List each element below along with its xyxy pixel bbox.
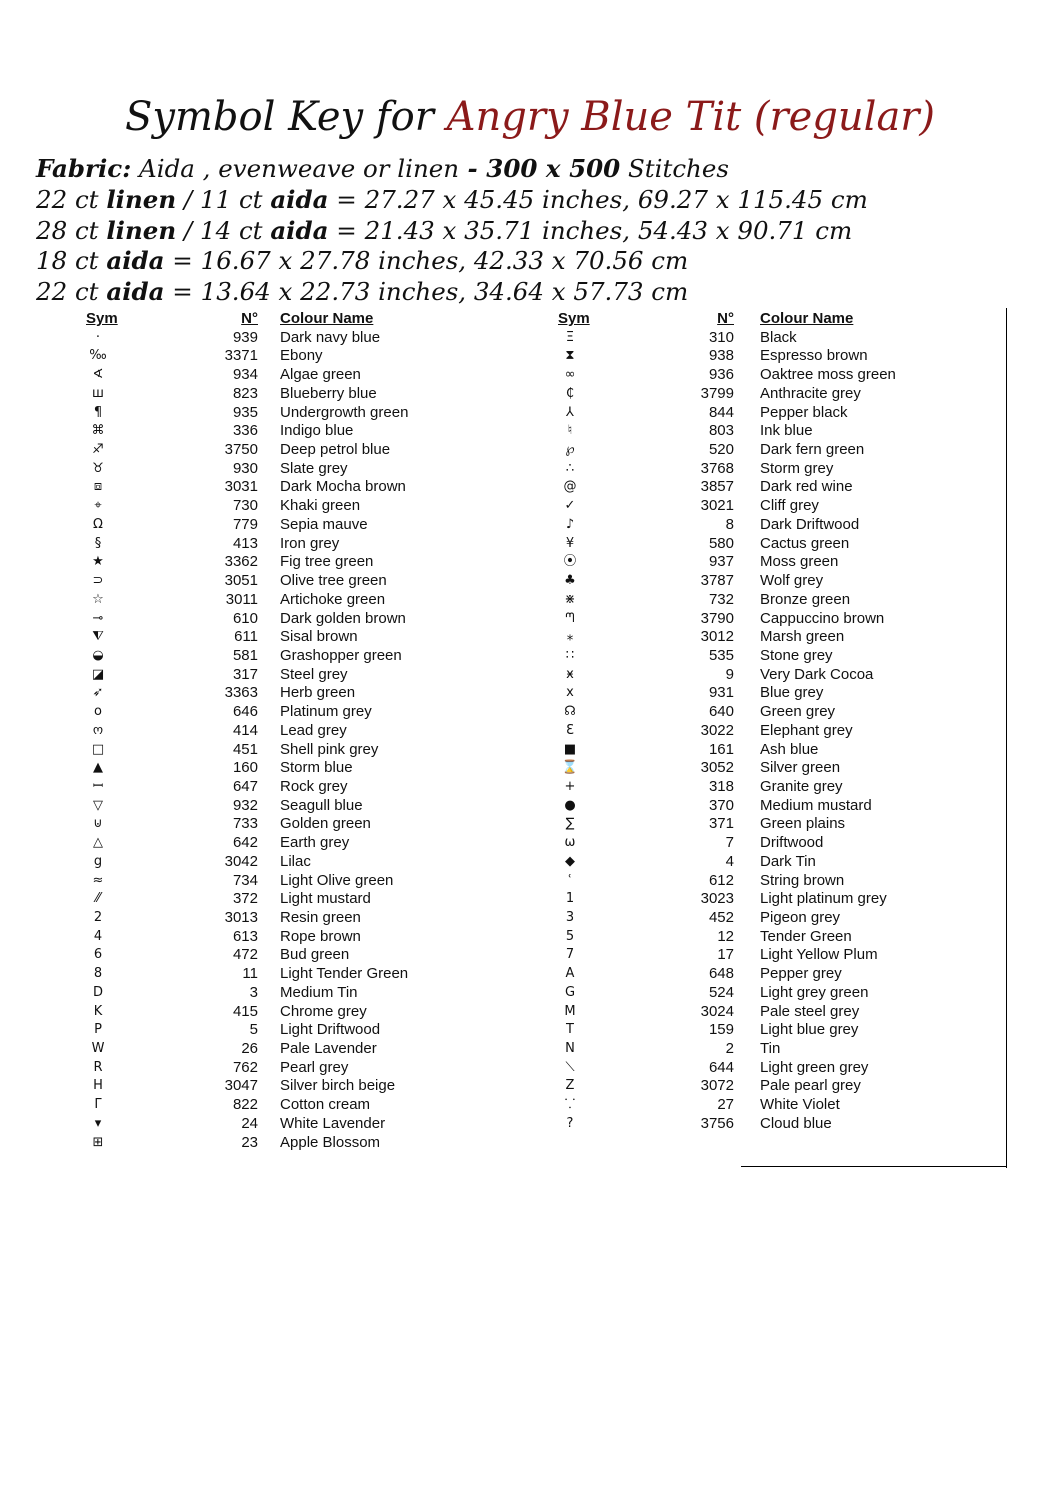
thread-number: 937 <box>708 553 734 571</box>
thread-number: 3023 <box>700 890 734 908</box>
stitch-symbol: ◒ <box>92 647 104 663</box>
stitch-symbol: ¥ <box>565 535 575 551</box>
colour-name: Grashopper green <box>280 646 402 664</box>
pattern-name: Angry Blue Tit (regular) <box>446 94 936 140</box>
colour-name: Sepia mauve <box>280 515 368 533</box>
thread-number: 3371 <box>224 347 258 365</box>
thread-number: 934 <box>232 366 258 384</box>
thread-number: 3031 <box>224 478 258 496</box>
thread-number: 3768 <box>700 459 734 477</box>
colour-name: Cloud blue <box>760 1114 832 1132</box>
size-line: 18 ct aida = 16.67 x 27.78 inches, 42.33 x 70.56 cm <box>36 246 689 276</box>
stitch-symbol: ∑ <box>565 816 575 832</box>
header-colour-name: Colour Name <box>280 310 374 327</box>
stitch-symbol: § <box>94 535 102 551</box>
stitch-symbol: ‰ <box>89 348 107 364</box>
stitch-symbol: ☆ <box>92 591 104 607</box>
stitch-symbol: ★ <box>92 554 104 570</box>
thread-number: 17 <box>717 946 734 964</box>
thread-number: 370 <box>708 796 734 814</box>
thread-number: 472 <box>232 946 258 964</box>
size-line: 28 ct linen / 14 ct aida = 21.43 x 35.71 inches, 54.43 x 90.71 cm <box>36 215 853 245</box>
stitch-symbol: ო <box>92 722 104 738</box>
thread-number: 310 <box>708 328 734 346</box>
stitch-symbol: Z <box>565 1078 575 1094</box>
colour-name: String brown <box>760 871 845 889</box>
fabric-info <box>36 154 868 308</box>
stitch-symbol: ⁄⁄ <box>95 891 101 907</box>
fabric-size: 300 x 500 <box>486 154 621 183</box>
colour-name: Golden green <box>280 815 371 833</box>
colour-name: Dark golden brown <box>280 609 406 627</box>
stitch-symbol: ▽ <box>93 797 103 813</box>
colour-name: Artichoke green <box>280 590 386 608</box>
stitch-symbol: W <box>91 1041 105 1057</box>
thread-number: 336 <box>232 422 258 440</box>
stitch-symbol: ♉ <box>92 460 104 476</box>
stitch-symbol: ⊃ <box>92 573 104 589</box>
colour-name: Granite grey <box>760 777 843 795</box>
thread-number: 3024 <box>700 1002 734 1020</box>
thread-number: 936 <box>708 366 734 384</box>
thread-number: 844 <box>708 403 734 421</box>
thread-number: 520 <box>708 441 734 459</box>
thread-number: 939 <box>232 328 258 346</box>
thread-number: 648 <box>708 965 734 983</box>
stitch-symbol: Ɛ <box>566 722 574 738</box>
header-sym: Sym <box>558 310 590 327</box>
stitch-symbol: 4 <box>93 928 103 944</box>
colour-name: Lilac <box>280 852 311 870</box>
thread-number: 3857 <box>700 478 734 496</box>
stitch-symbol: ӿ <box>566 666 574 682</box>
thread-number: 733 <box>232 815 258 833</box>
stitch-symbol: ▾ <box>94 1115 102 1131</box>
stitch-symbol: 6 <box>93 947 103 963</box>
stitch-symbol: T <box>566 1022 574 1038</box>
colour-name: Elephant grey <box>760 721 853 739</box>
thread-number: 3012 <box>700 628 734 646</box>
thread-number: 9 <box>725 665 734 683</box>
stitch-symbol: 8 <box>93 966 103 982</box>
colour-name: Herb green <box>280 684 356 702</box>
thread-number: 932 <box>232 796 258 814</box>
colour-name: White Lavender <box>280 1114 386 1132</box>
thread-number: 415 <box>232 1002 258 1020</box>
stitch-symbol: R <box>93 1059 103 1075</box>
header-number: N° <box>717 310 734 327</box>
thread-number: 823 <box>232 384 258 402</box>
thread-number: 535 <box>708 646 734 664</box>
thread-number: 317 <box>232 665 258 683</box>
colour-name: Dark navy blue <box>280 328 381 346</box>
thread-number: 12 <box>717 927 734 945</box>
stitch-symbol: ▲ <box>93 760 103 776</box>
stitch-symbol: ✓ <box>564 498 576 514</box>
colour-name: Indigo blue <box>280 422 354 440</box>
thread-number: 644 <box>708 1058 734 1076</box>
stitch-symbol: ⧨ <box>92 629 104 645</box>
colour-name: Pigeon grey <box>760 909 841 926</box>
stitch-symbol: ♣ <box>564 573 576 589</box>
stitch-symbol: ■ <box>563 741 577 757</box>
stitch-symbol: ʿ <box>568 872 572 888</box>
colour-name: Blue grey <box>760 684 824 702</box>
colour-name: Light green grey <box>760 1058 869 1076</box>
colour-name: Rock grey <box>280 777 348 795</box>
thread-number: 3 <box>249 983 258 1001</box>
stitch-symbol: M <box>564 1003 576 1019</box>
thread-number: 3363 <box>224 684 258 702</box>
colour-name: Khaki green <box>280 497 361 515</box>
colour-name: Wolf grey <box>760 572 824 590</box>
stitch-symbol: H <box>93 1078 103 1094</box>
thread-number: 647 <box>232 777 258 795</box>
colour-name: Pale steel grey <box>760 1002 860 1020</box>
colour-name: Marsh green <box>760 628 845 646</box>
thread-number: 613 <box>232 927 258 945</box>
colour-name: Seagull blue <box>280 796 363 814</box>
stitch-symbol: ω <box>564 835 576 851</box>
colour-name: Bud green <box>280 946 350 964</box>
thread-number: 3047 <box>224 1077 258 1095</box>
thread-number: 451 <box>232 740 258 758</box>
thread-number: 930 <box>232 459 258 477</box>
thread-number: 414 <box>232 721 258 739</box>
thread-number: 27 <box>717 1096 734 1114</box>
stitch-symbol: ⊸ <box>92 610 104 626</box>
thread-number: 8 <box>725 515 734 533</box>
colour-name: Light Yellow Plum <box>760 946 878 964</box>
stitch-symbol: ¶ <box>93 404 103 420</box>
stitch-symbol: ♐ <box>92 442 104 458</box>
colour-name: Steel grey <box>280 665 348 683</box>
size-line: 22 ct linen / 11 ct aida = 27.27 x 45.45 inches, 69.27 x 115.45 cm <box>36 184 868 214</box>
thread-number: 4 <box>725 852 734 870</box>
thread-number: 3799 <box>700 384 734 402</box>
thread-number: 640 <box>708 703 734 721</box>
thread-number: 931 <box>708 684 734 702</box>
colour-name: Ink blue <box>760 422 813 440</box>
thread-number: 3052 <box>700 759 734 777</box>
stitch-symbol: 5 <box>565 928 575 944</box>
thread-number: 2 <box>725 1040 734 1058</box>
colour-name: Medium mustard <box>760 796 872 814</box>
stitch-symbol: + <box>564 778 576 794</box>
colour-name: Tender Green <box>760 927 852 945</box>
colour-name: Driftwood <box>760 834 824 852</box>
thread-number: 646 <box>232 703 258 721</box>
thread-number: 822 <box>232 1096 258 1114</box>
stitch-symbol: K <box>93 1003 103 1019</box>
stitch-symbol: ⋇ <box>564 591 576 607</box>
colour-name: Fig tree green <box>280 553 374 571</box>
thread-number: 581 <box>232 646 258 664</box>
header-colour-name: Colour Name <box>760 310 854 327</box>
thread-number: 26 <box>241 1040 258 1058</box>
thread-number: 413 <box>232 534 258 552</box>
colour-name: Green plains <box>760 815 846 833</box>
thread-number: 372 <box>232 890 258 908</box>
colour-name: Anthracite grey <box>760 384 861 402</box>
stitch-symbol: ⦿ <box>563 554 577 570</box>
colour-name: Iron grey <box>280 534 340 552</box>
header-number: N° <box>241 310 258 327</box>
stitch-symbol: ⅄ <box>566 404 574 420</box>
thread-number: 580 <box>708 534 734 552</box>
colour-name: Light grey green <box>760 983 869 1001</box>
colour-name: Apple Blossom <box>280 1133 381 1151</box>
colour-name: Dark Tin <box>760 852 816 870</box>
thread-number: 3756 <box>700 1114 734 1132</box>
colour-name: Bronze green <box>760 590 851 608</box>
stitch-symbol: ≈ <box>92 872 104 888</box>
colour-name: Silver birch beige <box>280 1077 396 1095</box>
colour-name: Chrome grey <box>280 1002 367 1020</box>
colour-name: Light mustard <box>280 890 371 908</box>
thread-number: 318 <box>708 777 734 795</box>
colour-name: Olive tree green <box>280 572 387 590</box>
colour-name: Oaktree moss green <box>760 366 896 384</box>
thread-number: 612 <box>708 871 734 889</box>
title-prefix: Symbol Key for <box>124 94 434 140</box>
stitch-symbol: N <box>565 1041 575 1057</box>
colour-name: Dark fern green <box>760 441 865 459</box>
thread-number: 803 <box>708 422 734 440</box>
colour-name: Espresso brown <box>760 347 868 365</box>
colour-name: Slate grey <box>280 459 348 477</box>
stitch-symbol: · <box>95 329 101 345</box>
colour-name: Cliff grey <box>760 497 819 515</box>
thread-number: 3051 <box>224 572 258 590</box>
thread-number: 642 <box>232 834 258 852</box>
colour-name: Pepper grey <box>760 965 842 983</box>
stitch-symbol: ☊ <box>564 704 576 720</box>
thread-number: 3013 <box>224 909 258 926</box>
thread-number: 611 <box>234 628 258 646</box>
stitch-symbol: ∢ <box>92 367 104 383</box>
colour-name: Light Olive green <box>280 871 394 889</box>
thread-number: 938 <box>708 347 734 365</box>
stitch-symbol: ◪ <box>91 666 105 682</box>
colour-name: Rope brown <box>280 927 361 945</box>
colour-name: Ebony <box>280 347 323 365</box>
colour-name: Storm grey <box>760 459 834 477</box>
colour-name: Storm blue <box>280 759 353 777</box>
stitch-symbol: ⌖ <box>94 498 102 514</box>
colour-name: Pale Lavender <box>280 1040 377 1058</box>
thread-number: 7 <box>725 834 734 852</box>
colour-name: Very Dark Cocoa <box>760 665 874 683</box>
colour-name: Dark Driftwood <box>760 515 860 533</box>
colour-name: Platinum grey <box>280 703 372 721</box>
colour-name: Light Tender Green <box>280 965 409 983</box>
thread-number: 3022 <box>700 721 734 739</box>
colour-name: Blueberry blue <box>280 384 377 402</box>
thread-number: 734 <box>232 871 258 889</box>
colour-name: Black <box>760 328 797 346</box>
colour-name: Ash blue <box>760 740 819 758</box>
header-sym: Sym <box>86 310 118 327</box>
stitch-symbol: Ξ <box>565 329 575 345</box>
colour-name: Stone grey <box>760 646 833 664</box>
thread-number: 3362 <box>224 553 258 571</box>
stitch-symbol: □ <box>91 741 105 757</box>
stitch-symbol: ⊍ <box>93 816 103 832</box>
stitch-symbol: o <box>94 704 102 720</box>
thread-number: 3042 <box>224 852 258 870</box>
colour-name: Tin <box>760 1040 781 1058</box>
thread-number: 5 <box>249 1021 258 1039</box>
stitch-symbol: @ <box>563 479 577 495</box>
colour-name: Algae green <box>280 366 361 384</box>
stitch-symbol: ⌛ <box>561 760 579 776</box>
colour-name: Pale pearl grey <box>760 1077 861 1095</box>
thread-number: 3011 <box>225 590 258 608</box>
colour-name: Resin green <box>280 909 361 926</box>
thread-number: 11 <box>242 965 258 983</box>
stitch-symbol: ш <box>92 385 104 401</box>
thread-number: 732 <box>708 590 734 608</box>
thread-number: 730 <box>232 497 258 515</box>
colour-name: Cappuccino brown <box>760 609 885 627</box>
colour-name: Shell pink grey <box>280 740 379 758</box>
thread-number: 3750 <box>224 441 258 459</box>
fabric-sep: - <box>459 154 487 183</box>
thread-number: 779 <box>232 515 258 533</box>
stitch-symbol: x <box>566 685 574 701</box>
stitch-symbol: △ <box>93 835 103 851</box>
colour-name: Moss green <box>760 553 839 571</box>
stitch-symbol: 3 <box>565 910 575 925</box>
thread-number: 3790 <box>700 609 734 627</box>
colour-name: Dark red wine <box>760 478 853 496</box>
thread-number: 3021 <box>700 497 734 515</box>
thread-number: 762 <box>232 1058 258 1076</box>
colour-name: Deep petrol blue <box>280 441 391 459</box>
stitch-symbol: ℘ <box>565 442 575 458</box>
stitch-symbol: G <box>564 984 576 1000</box>
stitch-symbol: Ω <box>93 516 103 532</box>
stitch-symbol: ⟍ <box>565 1059 575 1075</box>
colour-name: White Violet <box>760 1096 840 1114</box>
colour-name: Earth grey <box>280 834 350 852</box>
stitch-symbol: ₵ <box>565 385 575 401</box>
colour-name: Lead grey <box>280 721 347 739</box>
stitch-symbol: P <box>94 1022 102 1038</box>
fabric-label: Fabric: <box>36 154 132 183</box>
thread-number: 935 <box>232 403 258 421</box>
stitch-symbol: 1 <box>565 891 575 907</box>
table-border-right <box>1006 308 1007 1168</box>
stitch-symbol: Γ <box>94 1097 102 1113</box>
colour-name: Light platinum grey <box>760 890 887 908</box>
table-border-bottom <box>741 1166 1007 1167</box>
stitch-symbol: ⊞ <box>92 1134 104 1150</box>
stitch-symbol: ⌘ <box>91 423 105 439</box>
thread-number: 161 <box>708 740 734 758</box>
page-title <box>0 94 1060 140</box>
stitch-symbol: ⁎ <box>566 629 574 645</box>
stitch-symbol: 7 <box>565 947 575 963</box>
stitch-symbol: A <box>565 966 575 982</box>
colour-name: Cotton cream <box>280 1096 371 1114</box>
stitch-symbol: ∴ <box>565 460 575 476</box>
stitch-symbol: ⧈ <box>93 479 103 495</box>
thread-number: 3787 <box>700 572 734 590</box>
stitch-symbol: D <box>92 984 103 1000</box>
thread-number: 23 <box>241 1133 258 1151</box>
colour-name: Medium Tin <box>280 983 358 1001</box>
colour-name: Green grey <box>760 703 836 721</box>
stitch-symbol: ● <box>564 797 576 813</box>
colour-name: Cactus green <box>760 534 850 552</box>
size-line: 22 ct aida = 13.64 x 22.73 inches, 34.64 x 57.73 cm <box>36 277 689 307</box>
stitch-symbol: ? <box>566 1115 574 1131</box>
colour-name: Pearl grey <box>280 1058 349 1076</box>
colour-name: Pepper black <box>760 403 848 421</box>
colour-name: Dark Mocha brown <box>280 478 406 496</box>
stitch-symbol: ∞ <box>564 367 576 383</box>
stitch-symbol: ⸪ <box>564 1097 576 1113</box>
colour-name: Light Driftwood <box>280 1021 381 1039</box>
stitch-symbol: ∷ <box>565 647 575 663</box>
thread-number: 160 <box>232 759 258 777</box>
thread-number: 3072 <box>700 1077 734 1095</box>
thread-number: 159 <box>708 1021 734 1039</box>
stitch-symbol: ◆ <box>565 853 575 869</box>
thread-number: 524 <box>708 983 734 1001</box>
stitch-symbol: ⧗ <box>565 348 575 364</box>
colour-name: Light blue grey <box>760 1021 859 1039</box>
fabric-options: Aida , evenweave or linen <box>139 154 460 183</box>
stitch-symbol: ♮ <box>567 423 573 439</box>
stitch-symbol: ꟷ <box>92 778 104 794</box>
stitch-symbol: ᘉ <box>565 610 575 626</box>
stitch-symbol: ♪ <box>565 516 575 532</box>
colour-name: Silver green <box>760 759 841 777</box>
stitch-symbol: g <box>93 853 103 869</box>
thread-number: 371 <box>708 815 734 833</box>
colour-name: Sisal brown <box>280 628 358 646</box>
stitch-symbol: 2 <box>93 910 103 925</box>
fabric-line <box>36 154 868 185</box>
thread-number: 24 <box>241 1114 258 1132</box>
stitch-symbol: ➶ <box>92 685 104 701</box>
thread-number: 452 <box>708 909 734 926</box>
thread-number: 610 <box>232 609 258 627</box>
colour-name: Undergrowth green <box>280 403 409 421</box>
fabric-unit: Stitches <box>620 154 729 183</box>
